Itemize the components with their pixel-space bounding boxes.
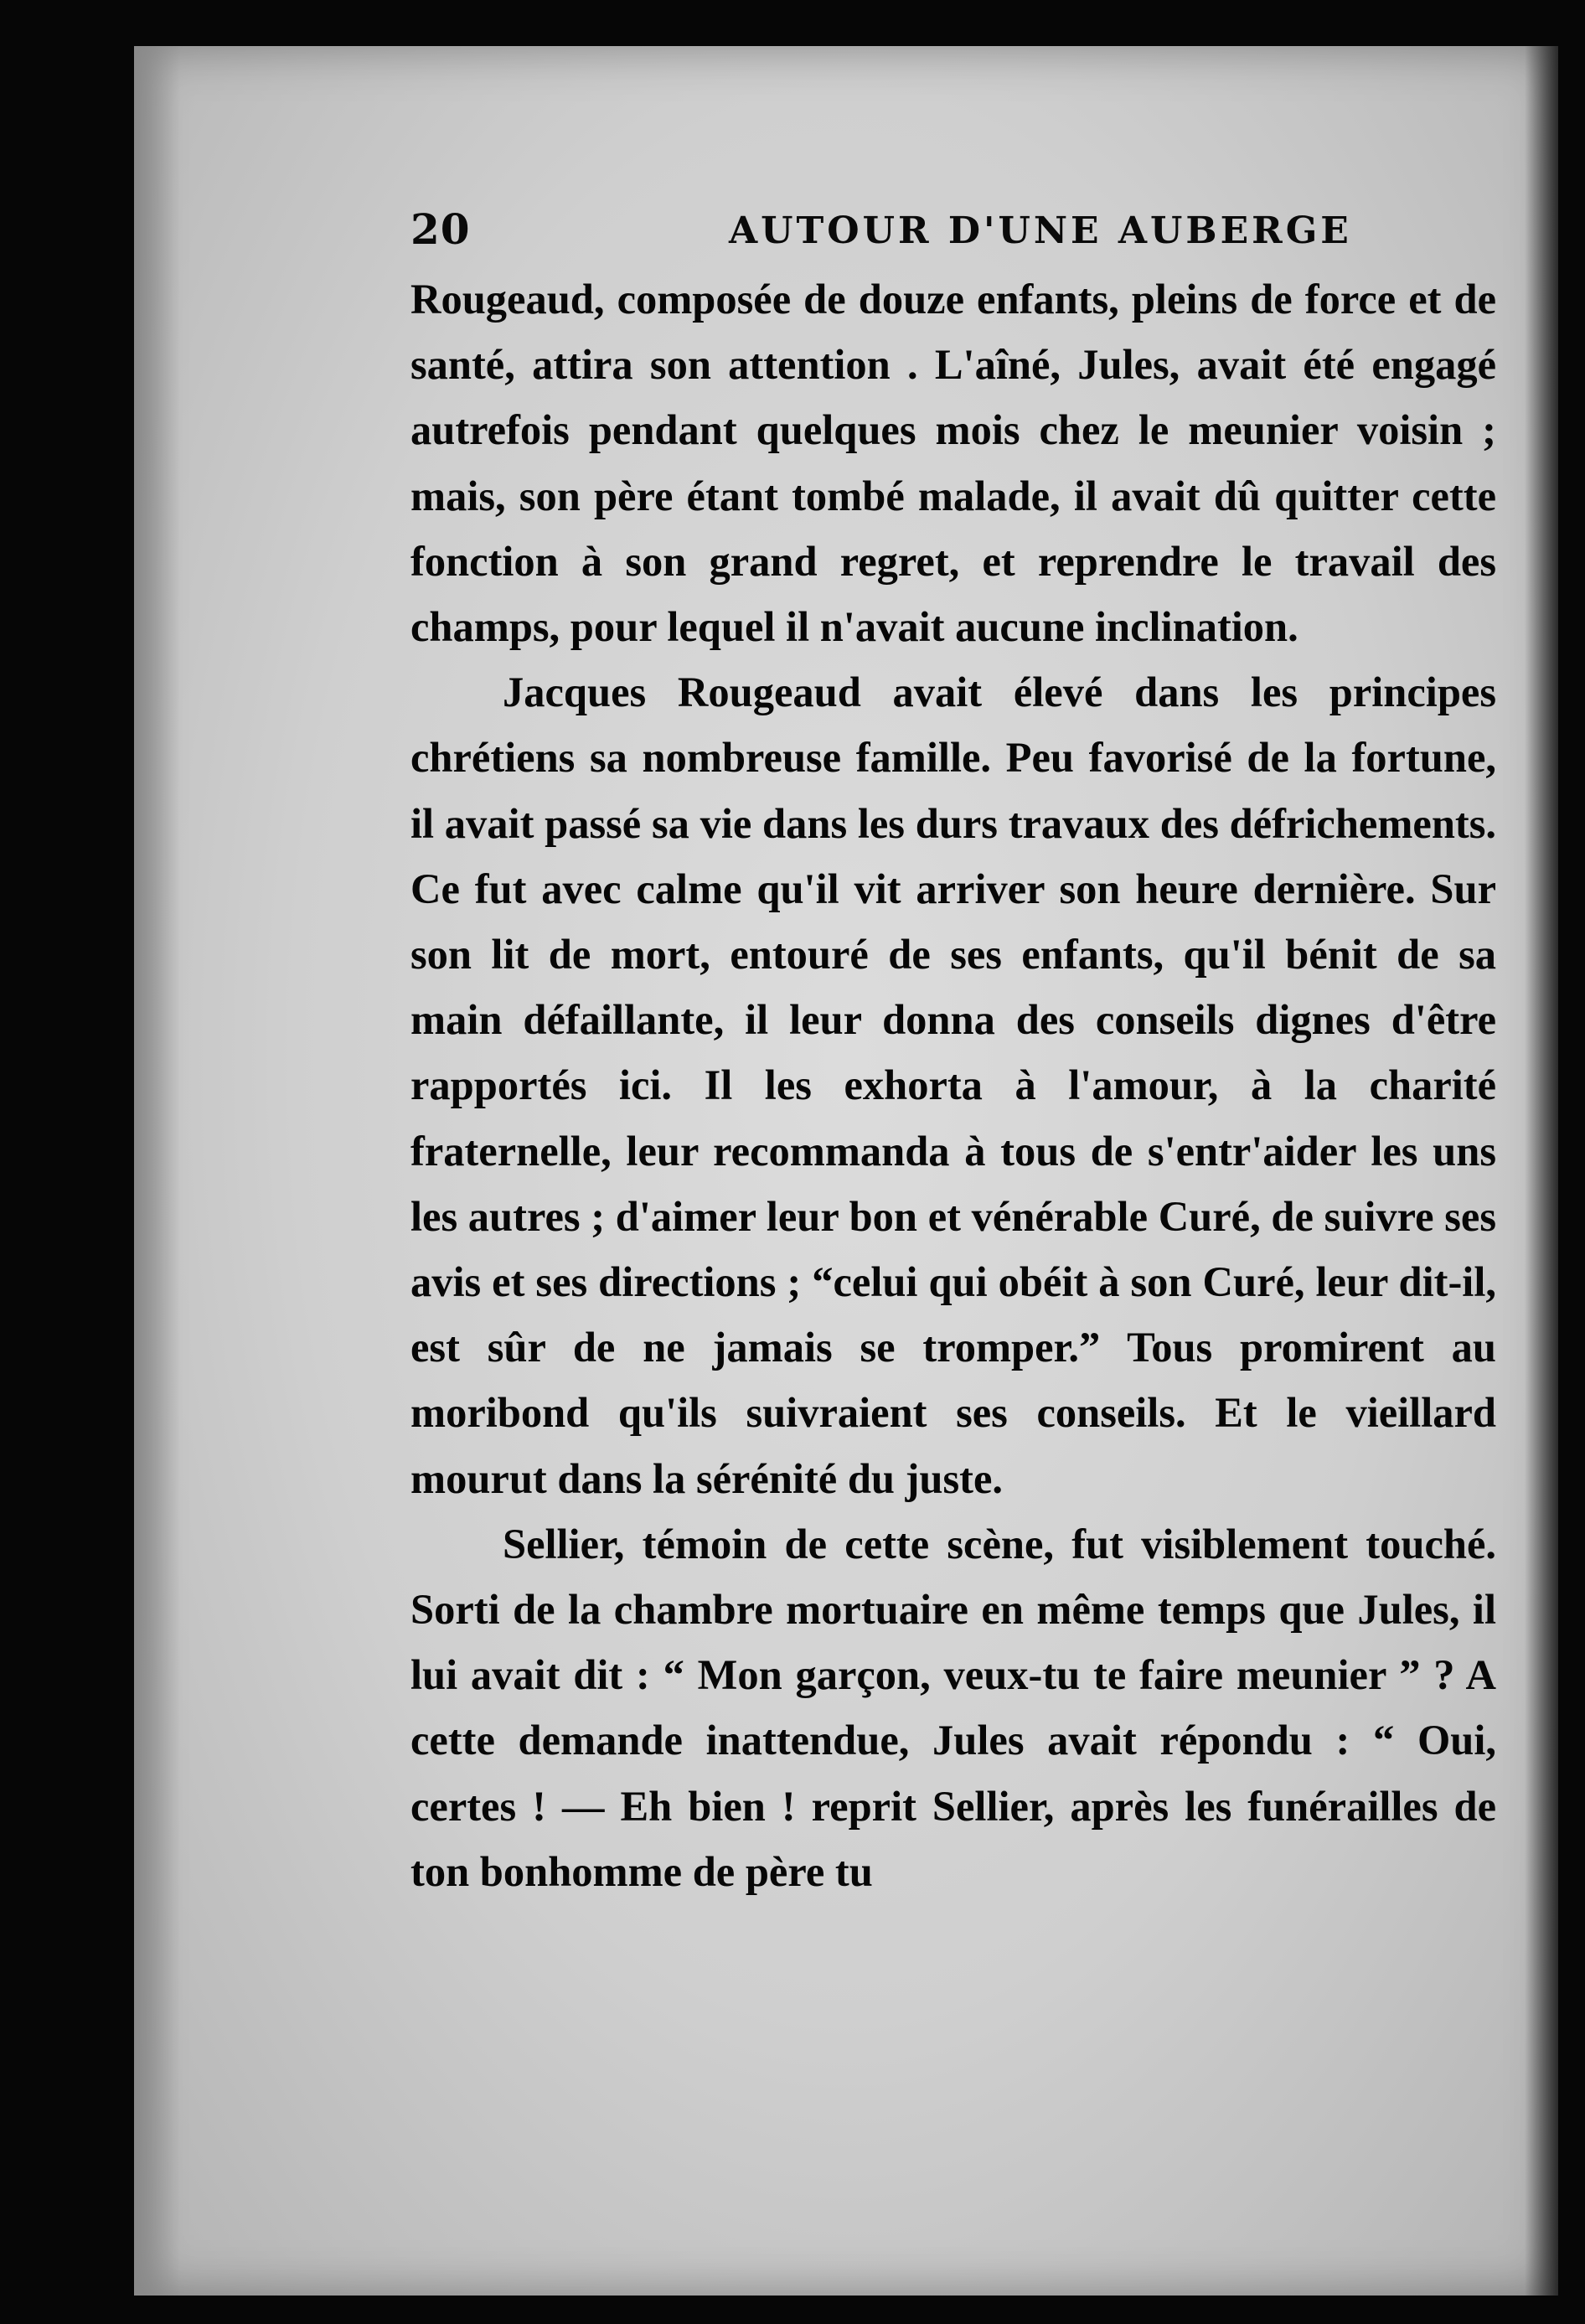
page-right-shadow — [1525, 46, 1558, 2296]
paragraph: Sellier, témoin de cette scène, fut visiblement touché. Sorti de la chambre mortuaire en même temps que Jules, il lui avait dit : “ Mon garçon, veux-tu te faire meunier ” ? A cette demande inattendue, Jules avait répondu : “ Oui, certes ! — Eh bien ! reprit Sellier, après les funérailles de ton bonhomme de père tu — [410, 1520, 1496, 1895]
body-text — [410, 266, 1496, 1904]
paragraph: Jacques Rougeaud avait élevé dans les principes chrétiens sa nombreuse famille. Peu favorisé de la fortune, il avait passé sa vie dans les durs travaux des défrichements. Ce fut avec calme qu'il vit arriver son heure dernière. Sur son lit de mort, entouré de ses enfants, qu'il bénit de sa main défaillante, il leur donna des conseils dignes d'être rapportés ici. Il les exhorta à l'amour, à la charité fraternelle, leur recommanda à tous de s'entr'aider les uns les autres ; d'aimer leur bon et vénérable Curé, de suivre ses avis et ses directions ; “celui qui obéit à son Curé, leur dit-il, est sûr de ne jamais se tromper.” Tous promirent au moribond qu'ils suivraient ses conseils. Et le vieillard mourut dans la sérénité du juste. — [410, 669, 1496, 1502]
running-title: AUTOUR D'UNE AUBERGE — [729, 209, 1352, 252]
running-header — [276, 144, 1516, 254]
page-number: 20 — [410, 204, 471, 254]
page-left-shadow — [134, 46, 180, 2296]
paragraph-continued: Rougeaud, composée de douze enfants, pleins de force et de santé, attira son attention . L'aîné, Jules, avait été engagé autrefois pendant quelques mois chez le meunier voisin ; mais, son père étant tombé malade, il avait dû quitter cette fonction à son grand regret, et reprendre le travail des champs, pour lequel il n'avait aucune inclination. — [410, 276, 1496, 651]
